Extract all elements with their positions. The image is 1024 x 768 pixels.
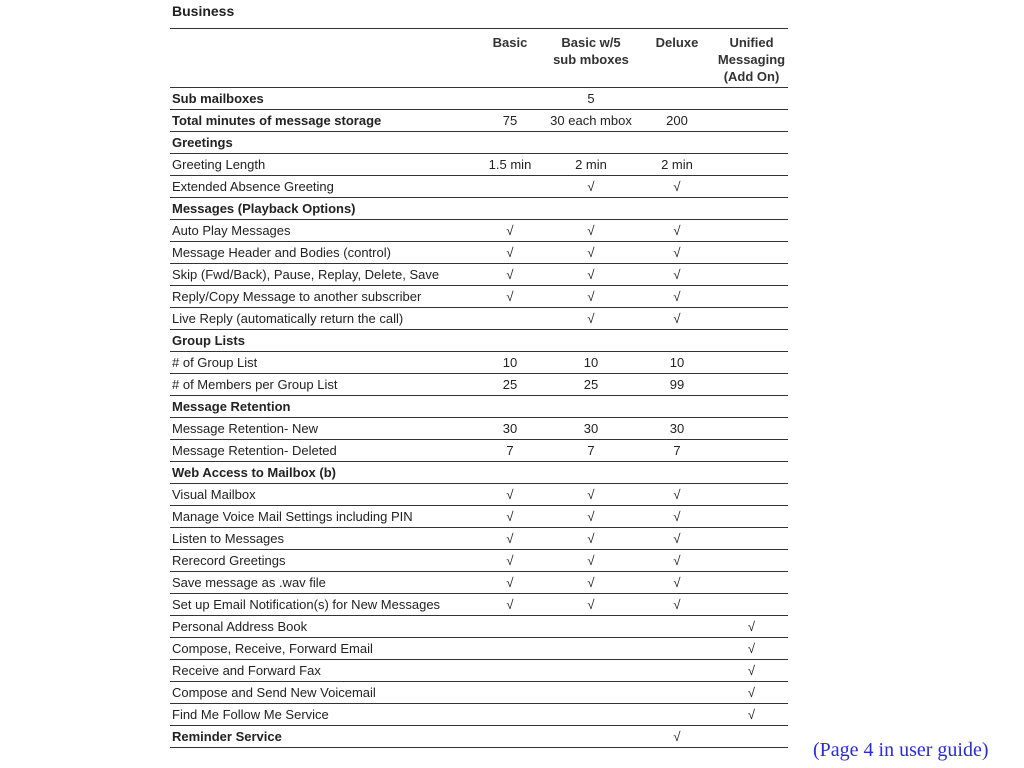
table-row: [170, 572, 788, 594]
value-cell: 99: [669, 377, 685, 392]
checkmark-cell: √: [747, 685, 756, 700]
checkmark-cell: √: [587, 509, 595, 524]
value-cell: 10: [502, 355, 518, 370]
checkmark-cell: √: [506, 509, 514, 524]
feature-label: Find Me Follow Me Service: [172, 707, 329, 722]
table-row: [170, 704, 788, 726]
checkmark-cell: √: [506, 223, 514, 238]
checkmark-cell: √: [506, 289, 514, 304]
feature-label: Save message as .wav file: [172, 575, 326, 590]
table-row: [170, 638, 788, 660]
feature-label: Message Retention- Deleted: [172, 443, 337, 458]
value-cell: 5: [587, 91, 595, 106]
checkmark-cell: √: [587, 531, 595, 546]
checkmark-cell: √: [506, 487, 514, 502]
value-cell: 2 min: [575, 157, 607, 172]
checkmark-cell: √: [673, 245, 681, 260]
checkmark-cell: √: [747, 663, 756, 678]
table-section-row: [170, 110, 788, 132]
checkmark-cell: √: [673, 729, 681, 744]
table-row: [170, 682, 788, 704]
table-body: [170, 88, 788, 748]
value-cell: 30: [502, 421, 518, 436]
value-cell: 7: [587, 443, 595, 458]
feature-label: Receive and Forward Fax: [172, 663, 321, 678]
value-cell: 75: [502, 113, 518, 128]
table-row: [170, 440, 788, 462]
feature-label: Live Reply (automatically return the call): [172, 311, 404, 326]
table-section-row: [170, 198, 788, 220]
value-cell: 30 each mbox: [550, 113, 632, 128]
feature-label: Web Access to Mailbox (b): [172, 465, 336, 480]
value-cell: 1.5 min: [488, 157, 532, 172]
checkmark-cell: √: [673, 509, 681, 524]
table-row: [170, 154, 788, 176]
feature-label: Total minutes of message storage: [172, 113, 382, 128]
table-row: [170, 506, 788, 528]
checkmark-cell: √: [673, 311, 681, 326]
table-row: [170, 484, 788, 506]
column-header-deluxe: Deluxe: [655, 35, 699, 50]
checkmark-cell: √: [673, 267, 681, 282]
table-row: [170, 550, 788, 572]
feature-label: # of Group List: [172, 355, 258, 370]
checkmark-cell: √: [506, 553, 514, 568]
checkmark-cell: √: [587, 553, 595, 568]
feature-label: Manage Voice Mail Settings including PIN: [172, 509, 413, 524]
checkmark-cell: √: [587, 267, 595, 282]
checkmark-cell: √: [506, 267, 514, 282]
value-cell: 10: [583, 355, 599, 370]
checkmark-cell: √: [587, 223, 595, 238]
checkmark-cell: √: [506, 597, 514, 612]
checkmark-cell: √: [673, 531, 681, 546]
feature-label: Compose, Receive, Forward Email: [172, 641, 373, 656]
feature-label: Listen to Messages: [172, 531, 285, 546]
feature-label: Rerecord Greetings: [172, 553, 286, 568]
table-row: [170, 308, 788, 330]
table-row: [170, 352, 788, 374]
value-cell: 7: [673, 443, 681, 458]
value-cell: 25: [502, 377, 518, 392]
checkmark-cell: √: [673, 179, 681, 194]
value-cell: 30: [583, 421, 599, 436]
table-row: [170, 418, 788, 440]
table-row: [170, 220, 788, 242]
table-row: [170, 264, 788, 286]
value-cell: 30: [669, 421, 685, 436]
feature-label: Message Retention: [172, 399, 291, 414]
feature-label: Visual Mailbox: [172, 487, 256, 502]
table-section-row: [170, 330, 788, 352]
value-cell: 7: [506, 443, 514, 458]
table-section-row: [170, 462, 788, 484]
table-row: [170, 660, 788, 682]
checkmark-cell: √: [673, 223, 681, 238]
checkmark-cell: √: [506, 245, 514, 260]
column-header-unified-messaging: Unified Messaging (Add On): [717, 35, 786, 84]
table-header: [170, 29, 788, 88]
feature-label: Extended Absence Greeting: [172, 179, 334, 194]
feature-label: Auto Play Messages: [172, 223, 291, 238]
checkmark-cell: √: [587, 487, 595, 502]
checkmark-cell: √: [587, 245, 595, 260]
value-cell: 25: [583, 377, 599, 392]
value-cell: 2 min: [661, 157, 693, 172]
table-section-row: [170, 396, 788, 418]
table-section-row: [170, 726, 788, 748]
table-row: [170, 594, 788, 616]
checkmark-cell: √: [587, 311, 595, 326]
feature-label: Messages (Playback Options): [172, 201, 356, 216]
checkmark-cell: √: [747, 619, 756, 634]
checkmark-cell: √: [587, 575, 595, 590]
checkmark-cell: √: [747, 641, 756, 656]
table-row: [170, 374, 788, 396]
column-header-basic: Basic: [492, 35, 528, 50]
checkmark-cell: √: [506, 531, 514, 546]
checkmark-cell: √: [506, 575, 514, 590]
feature-label: # of Members per Group List: [172, 377, 338, 392]
table-row: [170, 616, 788, 638]
table-section-row: [170, 88, 788, 110]
checkmark-cell: √: [673, 553, 681, 568]
table-row: [170, 242, 788, 264]
feature-table: [170, 28, 788, 748]
table-section-row: [170, 132, 788, 154]
feature-label: Greetings: [172, 135, 233, 150]
value-cell: 200: [666, 113, 688, 128]
feature-label: Skip (Fwd/Back), Pause, Replay, Delete, Save: [172, 267, 440, 282]
feature-label: Set up Email Notification(s) for New Messages: [172, 597, 441, 612]
column-header-basic-sub-mboxes: Basic w/5 sub mboxes: [553, 35, 629, 67]
checkmark-cell: √: [747, 707, 756, 722]
checkmark-cell: √: [673, 487, 681, 502]
page-title: Business: [172, 3, 235, 19]
checkmark-cell: √: [587, 179, 595, 194]
feature-label: Message Header and Bodies (control): [172, 245, 391, 260]
feature-label: Compose and Send New Voicemail: [172, 685, 376, 700]
checkmark-cell: √: [587, 289, 595, 304]
checkmark-cell: √: [587, 597, 595, 612]
value-cell: 10: [669, 355, 685, 370]
table-row: [170, 286, 788, 308]
feature-label: Greeting Length: [172, 157, 266, 172]
feature-label: Reminder Service: [172, 729, 282, 744]
feature-label: Personal Address Book: [172, 619, 308, 634]
table-row: [170, 176, 788, 198]
checkmark-cell: √: [673, 597, 681, 612]
feature-label: Group Lists: [172, 333, 245, 348]
column-header-feature: [170, 29, 477, 87]
checkmark-cell: √: [673, 575, 681, 590]
feature-label: Sub mailboxes: [172, 91, 264, 106]
table-row: [170, 528, 788, 550]
feature-label: Reply/Copy Message to another subscriber: [172, 289, 422, 304]
feature-label: Message Retention- New: [172, 421, 318, 436]
checkmark-cell: √: [673, 289, 681, 304]
page-reference-note: (Page 4 in user guide): [813, 739, 989, 761]
